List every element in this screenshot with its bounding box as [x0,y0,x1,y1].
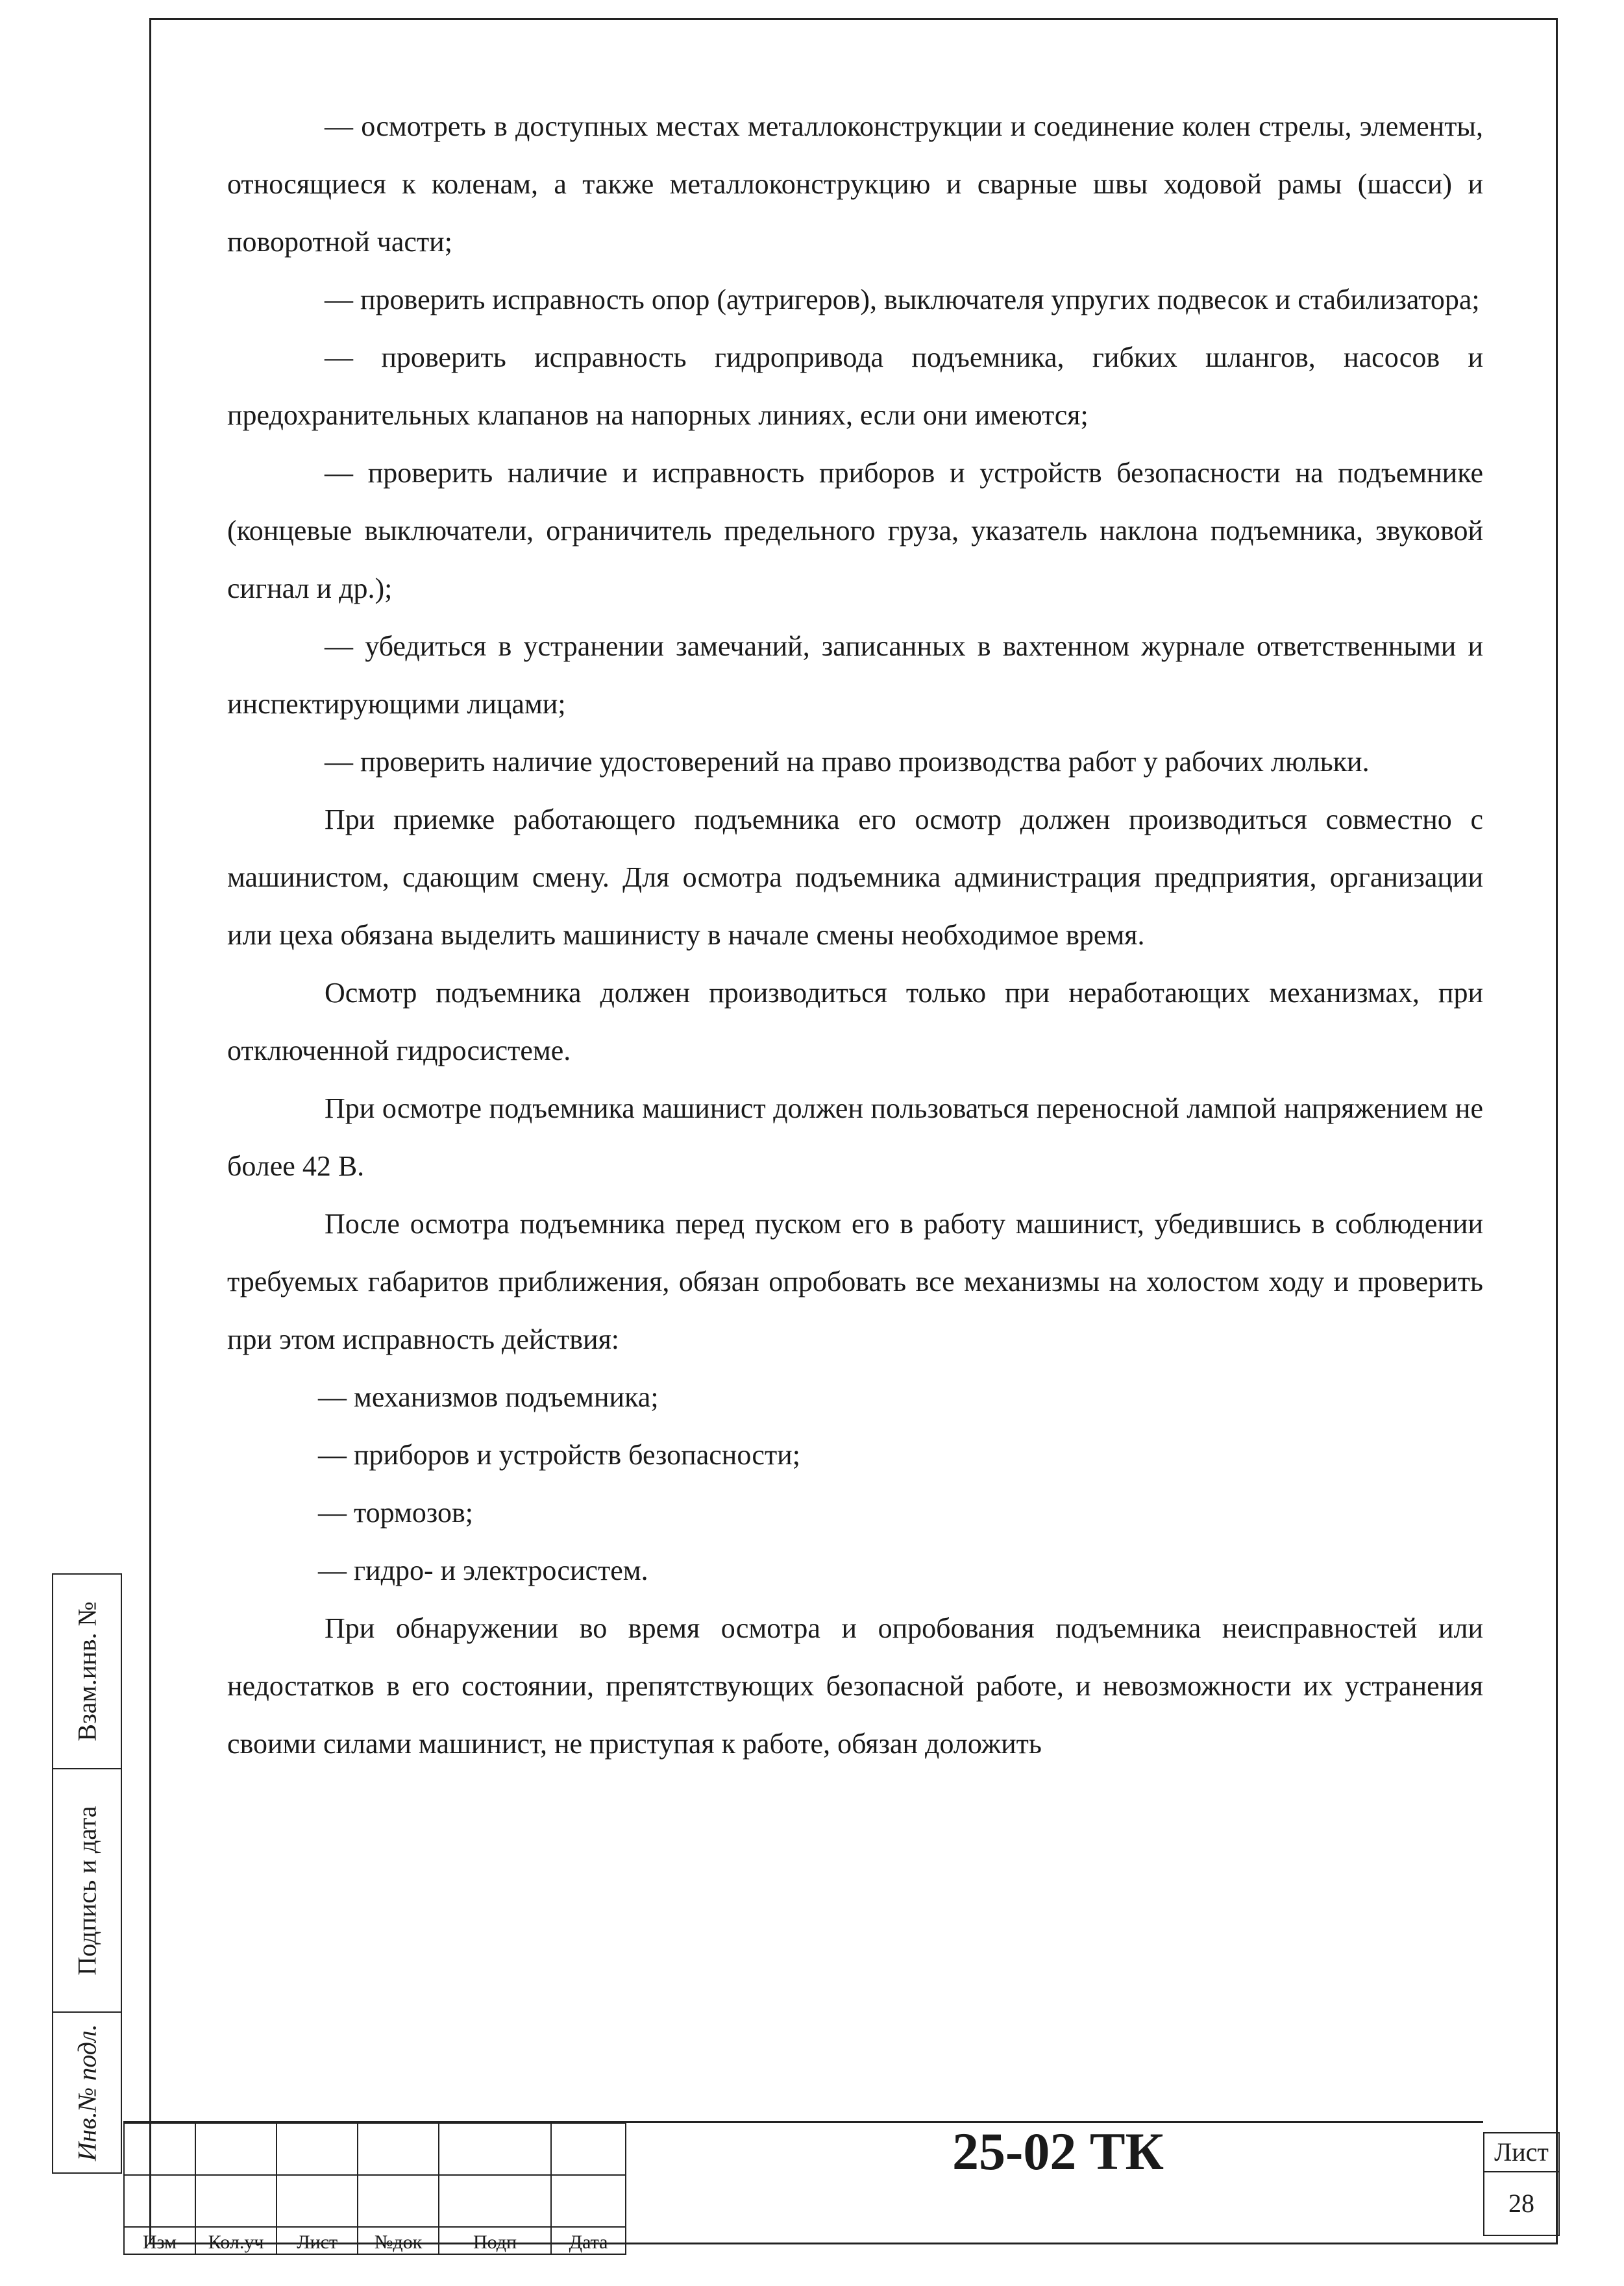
paragraph: — проверить наличие удостоверений на право производства работ у рабочих люльки. [325,746,1370,778]
side-stamp-vzam [53,1575,121,1769]
side-stamp-inv [53,2013,121,2172]
document-number: 25-02 ТК [952,2122,1164,2181]
paragraph: При приемке работающего подъемника его осмотр должен производиться совместно с машинистом, сдающим смену. Для осмотра подъемника администрация предприятия, организации или цеха обязана выделить машинисту в начале смены необходимое время. [227,804,1483,951]
document-body [227,97,1483,1773]
paragraph: При осмотре подъемника машинист должен пользоваться переносной лампой напряжением не более 42 В. [227,1092,1483,1182]
list-item: — механизмов подъемника; [318,1381,659,1413]
paragraph: — осмотреть в доступных местах металлоконструкции и соединение колен стрелы, элементы, относящиеся к коленам, а также металлоконструкцию и сварные швы ходовой рамы (шасси) и поворотной части; [227,110,1483,258]
list-item: — гидро- и электросистем. [318,1555,648,1586]
list-item: — тормозов; [318,1497,473,1529]
paragraph: — проверить исправность опор (аутригеров), выключателя упругих подвесок и стабилизатора; [325,284,1480,315]
label-list: Лист [277,2227,358,2254]
paragraph: После осмотра подъемника перед пуском его в работу машинист, убедившись в соблюдении требуемых габаритов приближения, обязан опробовать все механизмы на холостом ходу и проверить при этом исправность действия: [227,1208,1483,1355]
paragraph: При обнаружении во время осмотра и опробования подъемника неисправностей или недостатков в его состоянии, препятствующих безопасной работе, и невозможности их устранения своими силами машинист, не приступая к работе, обязан доложить [227,1612,1483,1760]
side-stamp-inv-label: Инв.№ подл. [72,2024,102,2161]
paragraph: — проверить наличие и исправность приборов и устройств безопасности на подъемнике (концевые выключатели, ограничитель предельного груза, указатель наклона подъемника, звуковой сигнал и др.); [227,457,1483,604]
side-stamp-vzam-label: Взам.инв. № [72,1601,102,1741]
sheet-box [1483,2132,1560,2236]
label-kol-uch: Кол.уч [195,2227,277,2254]
label-podp: Подп [439,2227,551,2254]
paragraph: — проверить исправность гидропривода подъемника, гибких шлангов, насосов и предохранительных клапанов на напорных линиях, если они имеются; [227,341,1483,431]
side-stamp [52,1573,122,2174]
label-data: Дата [551,2227,626,2254]
list-item: — приборов и устройств безопасности; [318,1439,800,1471]
sheet-number: 28 [1508,2189,1534,2218]
sheet-label: Лист [1484,2133,1558,2172]
label-ndok: №док [358,2227,439,2254]
side-stamp-podpis [53,1769,121,2013]
label-izm: Изм [124,2227,195,2254]
side-stamp-podpis-label: Подпись и дата [72,1805,102,1976]
paragraph: Осмотр подъемника должен производиться только при неработающих механизмах, при отключенной гидросистеме. [227,977,1483,1066]
title-block-grid [123,2122,626,2255]
paragraph: — убедиться в устранении замечаний, записанных в вахтенном журнале ответственными и инспектирующими лицами; [227,630,1483,720]
